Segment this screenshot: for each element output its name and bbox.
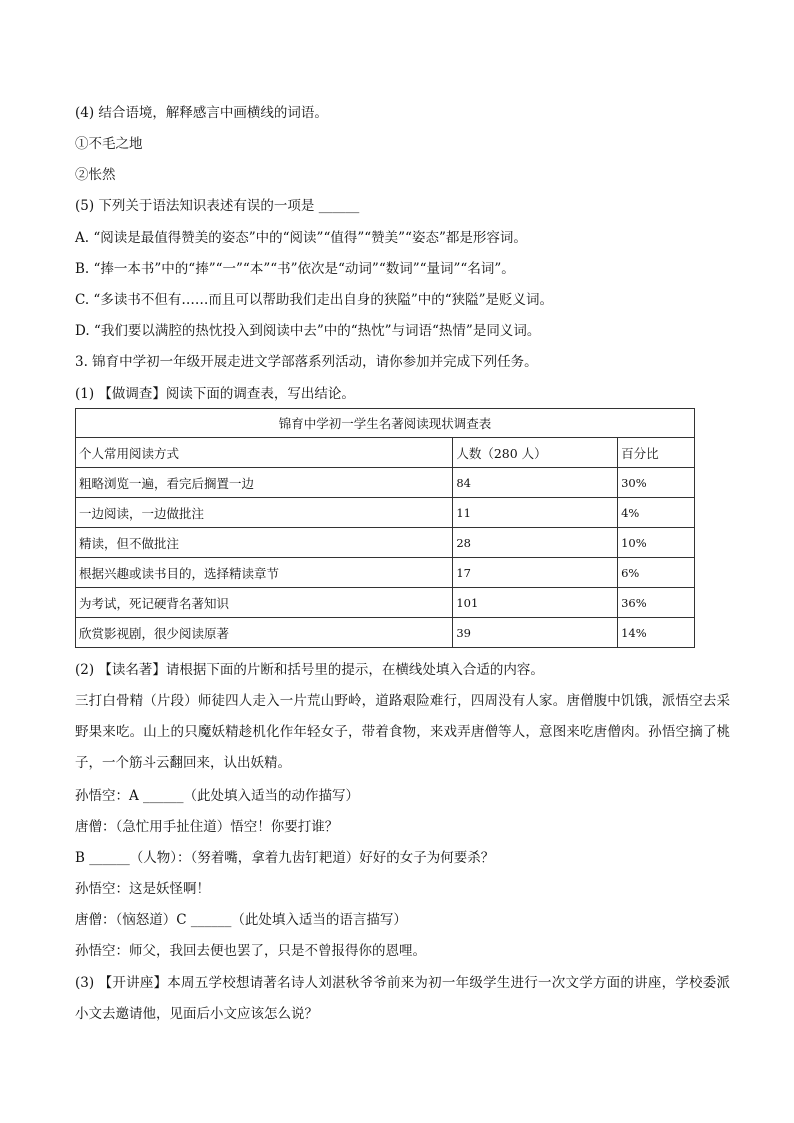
table-row (76, 468, 695, 498)
survey-table (75, 408, 695, 648)
table-row (76, 588, 695, 618)
table-cell: 6% (618, 558, 695, 588)
column-header: 个人常用阅读方式 (76, 438, 453, 468)
table-cell: 根据兴趣或读书目的，选择精读章节 (76, 558, 453, 588)
q4-item-2: ②怅然 (75, 167, 116, 183)
q3-sub1: (1) 【做调查】阅读下面的调查表，写出结论。 (75, 386, 355, 402)
table-cell: 4% (618, 498, 695, 528)
table-cell: 28 (453, 528, 618, 558)
table-row (76, 618, 695, 648)
dialog-line: 孙悟空：师父，我回去便也罢了，只是不曾报得你的恩哩。 (75, 943, 426, 959)
table-cell: 101 (453, 588, 618, 618)
q4-heading: (4) 结合语境，解释感言中画横线的词语。 (75, 105, 328, 121)
table-cell: 欣赏影视剧，很少阅读原著 (76, 618, 453, 648)
table-caption-row (76, 409, 695, 438)
q5-option-d: D. “我们要以满腔的热忱投入到阅读中去”中的“热忱”与词语“热情”是同义词。 (75, 323, 541, 339)
column-header: 人数（280 人） (453, 438, 618, 468)
table-caption: 锦育中学初一学生名著阅读现状调查表 (76, 409, 695, 438)
table-cell: 36% (618, 588, 695, 618)
q4-item-1: ①不毛之地 (75, 136, 143, 152)
column-header: 百分比 (618, 438, 695, 468)
table-cell: 精读，但不做批注 (76, 528, 453, 558)
table-cell: 粗略浏览一遍，看完后搁置一边 (76, 468, 453, 498)
table-row (76, 528, 695, 558)
table-cell: 11 (453, 498, 618, 528)
table-cell: 39 (453, 618, 618, 648)
dialog-line: 唐僧：（恼怒道）C ______（此处填入适当的语言描写） (75, 912, 407, 928)
story-passage: 三打白骨精（片段）师徒四人走入一片荒山野岭，道路艰险难行，四周没有人家。唐僧腹中饥饿，派悟空去采野果来吃。山上的只魔妖精趁机化作年轻女子，带着食物，来戏弄唐僧等人，意图来吃唐僧肉。孙悟空摘了桃子，一个筋斗云翻回来，认出妖精。 (75, 693, 730, 771)
table-row (76, 558, 695, 588)
table-cell: 14% (618, 618, 695, 648)
q3-sub3: (3) 【开讲座】本周五学校想请著名诗人刘湛秋爷爷前来为初一年级学生进行一次文学方面的讲座，学校委派小文去邀请他，见面后小文应该怎么说？ (75, 975, 730, 1022)
q5-option-c: C. “多读书不但有……而且可以帮助我们走出自身的狭隘”中的“狭隘”是贬义词。 (75, 292, 554, 308)
table-cell: 一边阅读，一边做批注 (76, 498, 453, 528)
table-row (76, 498, 695, 528)
table-header-row (76, 438, 695, 468)
dialog-line: 唐僧：（急忙用手扯住道）悟空！你要打谁？ (75, 819, 339, 835)
table-cell: 17 (453, 558, 618, 588)
q5-option-b: B. “捧一本书”中的“捧”“一”“本”“书”依次是“动词”“数词”“量词”“名词”。 (75, 261, 515, 277)
table-cell: 30% (618, 468, 695, 498)
dialog-line: 孙悟空：这是妖怪啊！ (75, 881, 210, 897)
dialog-line: B ______（人物）：（努着嘴，拿着九齿钉耙道）好好的女子为何要杀？ (75, 850, 495, 866)
q5-option-a: A. “阅读是最值得赞美的姿态”中的“阅读”“值得”“赞美”“姿态”都是形容词。 (75, 230, 527, 246)
table-cell: 为考试，死记硬背名著知识 (76, 588, 453, 618)
dialog-line: 孙悟空：A ______（此处填入适当的动作描写） (75, 788, 360, 804)
q3-heading: 3. 锦育中学初一年级开展走进文学部落系列活动，请你参加并完成下列任务。 (75, 354, 538, 370)
table-cell: 84 (453, 468, 618, 498)
q3-sub2: (2) 【读名著】请根据下面的片断和括号里的提示，在横线处填入合适的内容。 (75, 662, 544, 678)
table-cell: 10% (618, 528, 695, 558)
q5-heading: (5) 下列关于语法知识表述有误的一项是 ______ (75, 198, 360, 214)
